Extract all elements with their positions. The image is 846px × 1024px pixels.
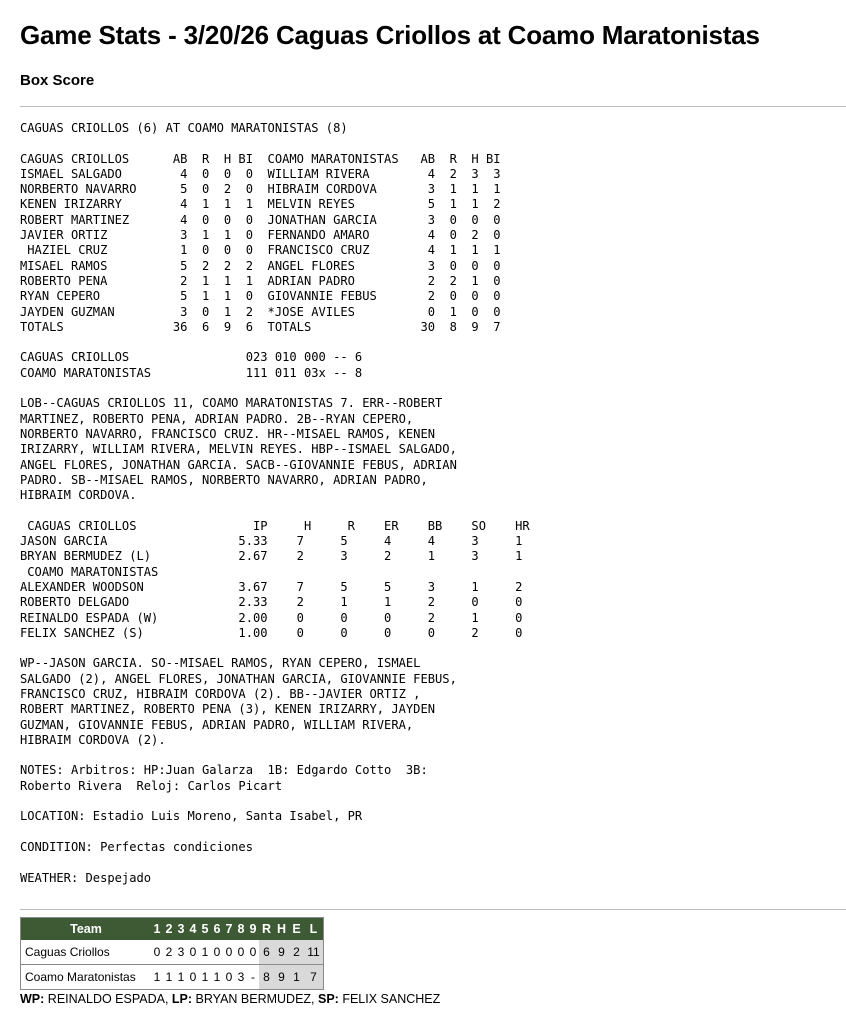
linescore-lob-cell: 11: [304, 940, 324, 965]
linescore-inning-cell: 1: [175, 965, 187, 990]
winning-pitcher-label: WP:: [20, 992, 45, 1006]
linescore-header-inning: 1: [151, 918, 163, 941]
linescore-header-inning: 5: [199, 918, 211, 941]
box-score-text: CAGUAS CRIOLLOS (6) AT COAMO MARATONISTAS (8) CAGUAS CRIOLLOS AB R H BI COAMO MARATONISTAS AB R H BI ISMAEL SALGADO 4 0 0 0 WILLIAM RIVERA 4 2 3 3 NORBERTO NAVARRO 5 0 2 0 HIBRAIM CORDOVA 3 1 1 1 KENEN IRIZARRY 4 1 1 1 MELVIN REYES 5 1 1 2 ROBERT MARTINEZ 4 0 0 0 JONATHAN GARCIA 3 0 0 0 JAVIER ORTIZ 3 1 1 0 FERNANDO AMARO 4 0 2 0 HAZIEL CRUZ 1 0 0 0 FRANCISCO CRUZ 4 1 1 1 MISAEL RAMOS 5 2 2 2 ANGEL FLORES 3 0 0 0 ROBERTO PENA 2 1 1 1 ADRIAN PADRO 2 2 1 0 RYAN CEPERO 5 1 1 0 GIOVANNIE FEBUS 2 0 0 0 JAYDEN GUZMAN 3 0 1 2 *JOSE AVILES 0 1 0 0 TOTALS 36 6 9 6 TOTALS 30 8 9 7 CAGUAS CRIOLLOS 023 010 000 -- 6 COAMO MARATONISTAS 111 011 03x -- 8 LOB--CAGUAS CRIOLLOS 11, COAMO MARATONISTAS 7. ERR--ROBERT MARTINEZ, ROBERTO PENA, ADRIAN PADRO. 2B--RYAN CEPERO, NORBERTO NAVARRO, FRANCISCO CRUZ. HR--MISAEL RAMOS, KENEN IRIZARRY, WILLIAM RIVERA, MELVIN REYES. HBP--ISMAEL SALGADO, ANGEL FLORES, JONATHAN GARCIA. SACB--GIOVANNIE FEBUS, ADRIAN PADRO. SB--MISAEL RAMOS, NORBERTO NAVARRO, ADRIAN PADRO, HIBRAIM CORDOVA. CAGUAS CRIOLLOS IP H R ER BB SO HR JASON GARCIA 5.33 7 5 4 4 3 1 BRYAN BERMUDEZ (L) 2.67 2 3 2 1 3 1 COAMO MARATONISTAS ALEXANDER WOODSON 3.67 7 5 5 3 1 2 ROBERTO DELGADO 2.33 2 1 1 2 0 0 REINALDO ESPADA (W) 2.00 0 0 0 2 1 0 FELIX SANCHEZ (S) 1.00 0 0 0 0 2 0 WP--JASON GARCIA. SO--MISAEL RAMOS, RYAN CEPERO, ISMAEL SALGADO (2), ANGEL FLORES, JONATHAN GARCIA, GIOVANNIE FEBUS, FRANCISCO CRUZ, HIBRAIM CORDOVA (2). BB--JAVIER ORTIZ , ROBERT MARTINEZ, ROBERTO PENA (3), KENEN IRIZARRY, JAYDEN GUZMAN, GIOVANNIE FEBUS, ADRIAN PADRO, WILLIAM RIVERA, HIBRAIM CORDOVA (2). NOTES: Arbitros: HP:Juan Galarza 1B: Edgardo Cotto 3B: Roberto Rivera Reloj: Carlos Picart LOCATION: Estadio Luis Moreno, Santa Isabel, PR CONDITION: Perfectas condiciones WEATHER: Despejado: [20, 121, 530, 885]
linescore-inning-cell: 2: [165, 945, 173, 959]
linescore-hits-cell: 9: [274, 965, 289, 990]
linescore-header-hits: H: [274, 918, 289, 941]
losing-pitcher-label: LP:: [171, 992, 193, 1006]
linescore-header-row: [21, 918, 324, 941]
linescore-header-inning: 4: [187, 918, 199, 941]
linescore-team-name: Coamo Maratonistas: [21, 965, 152, 990]
linescore-inning-cell: -: [247, 965, 259, 990]
linescore-header-inning: 7: [223, 918, 235, 941]
linescore-inning-cell: 1: [211, 965, 223, 990]
linescore-inning-cell: 0: [249, 945, 257, 959]
linescore-header-runs: R: [259, 918, 274, 941]
linescore-inning-cell: 1: [199, 965, 211, 990]
linescore-inning-cell: 3: [235, 965, 247, 990]
linescore-lob-cell: 7: [304, 965, 324, 990]
linescore-header-inning: 3: [175, 918, 187, 941]
bottom-divider: [20, 909, 846, 910]
linescore-inning-cell: 1: [163, 965, 175, 990]
linescore-inning-cell: 1: [201, 945, 209, 959]
save-pitcher-name: FELIX SANCHEZ: [338, 992, 441, 1006]
linescore-row-away: [21, 940, 324, 965]
pitching-decisions: [20, 992, 440, 1006]
linescore-header-errors: E: [289, 918, 304, 941]
linescore-header-lob: L: [304, 918, 324, 941]
section-subtitle: Box Score: [20, 72, 95, 89]
winning-pitcher-name: REINALDO ESPADA,: [44, 992, 172, 1006]
linescore-inning-cell: 3: [177, 945, 185, 959]
linescore-inning-cell: 0: [213, 945, 221, 959]
linescore-runs-cell: 8: [259, 965, 274, 990]
linescore-errors-cell: 2: [289, 940, 304, 965]
linescore-team-name: Caguas Criollos: [25, 945, 110, 959]
linescore-inning-cell: 0: [223, 965, 235, 990]
linescore-hits-cell: 9: [274, 940, 289, 965]
linescore-header-team: Team: [21, 918, 152, 941]
linescore-header-inning: 2: [163, 918, 175, 941]
page-title: Game Stats - 3/20/26 Caguas Criollos at Coamo Maratonistas: [20, 20, 760, 50]
linescore-runs-cell: 6: [259, 940, 274, 965]
linescore-inning-cell: 0: [189, 945, 197, 959]
linescore-inning-cell: 0: [187, 965, 199, 990]
linescore-inning-cell: 0: [237, 945, 245, 959]
top-divider: [20, 106, 846, 107]
save-pitcher-label: SP:: [318, 992, 339, 1006]
linescore-inning-cell: 1: [151, 965, 163, 990]
linescore-header-inning: 9: [247, 918, 259, 941]
losing-pitcher-name: BRYAN BERMUDEZ,: [192, 992, 318, 1006]
linescore-table: [20, 917, 324, 990]
linescore-errors-cell: 1: [289, 965, 304, 990]
linescore-row-home: [21, 965, 324, 990]
linescore-header-inning: 8: [235, 918, 247, 941]
linescore-inning-cell: 0: [225, 945, 233, 959]
linescore-inning-cell: 0: [153, 945, 161, 959]
linescore-header-inning: 6: [211, 918, 223, 941]
